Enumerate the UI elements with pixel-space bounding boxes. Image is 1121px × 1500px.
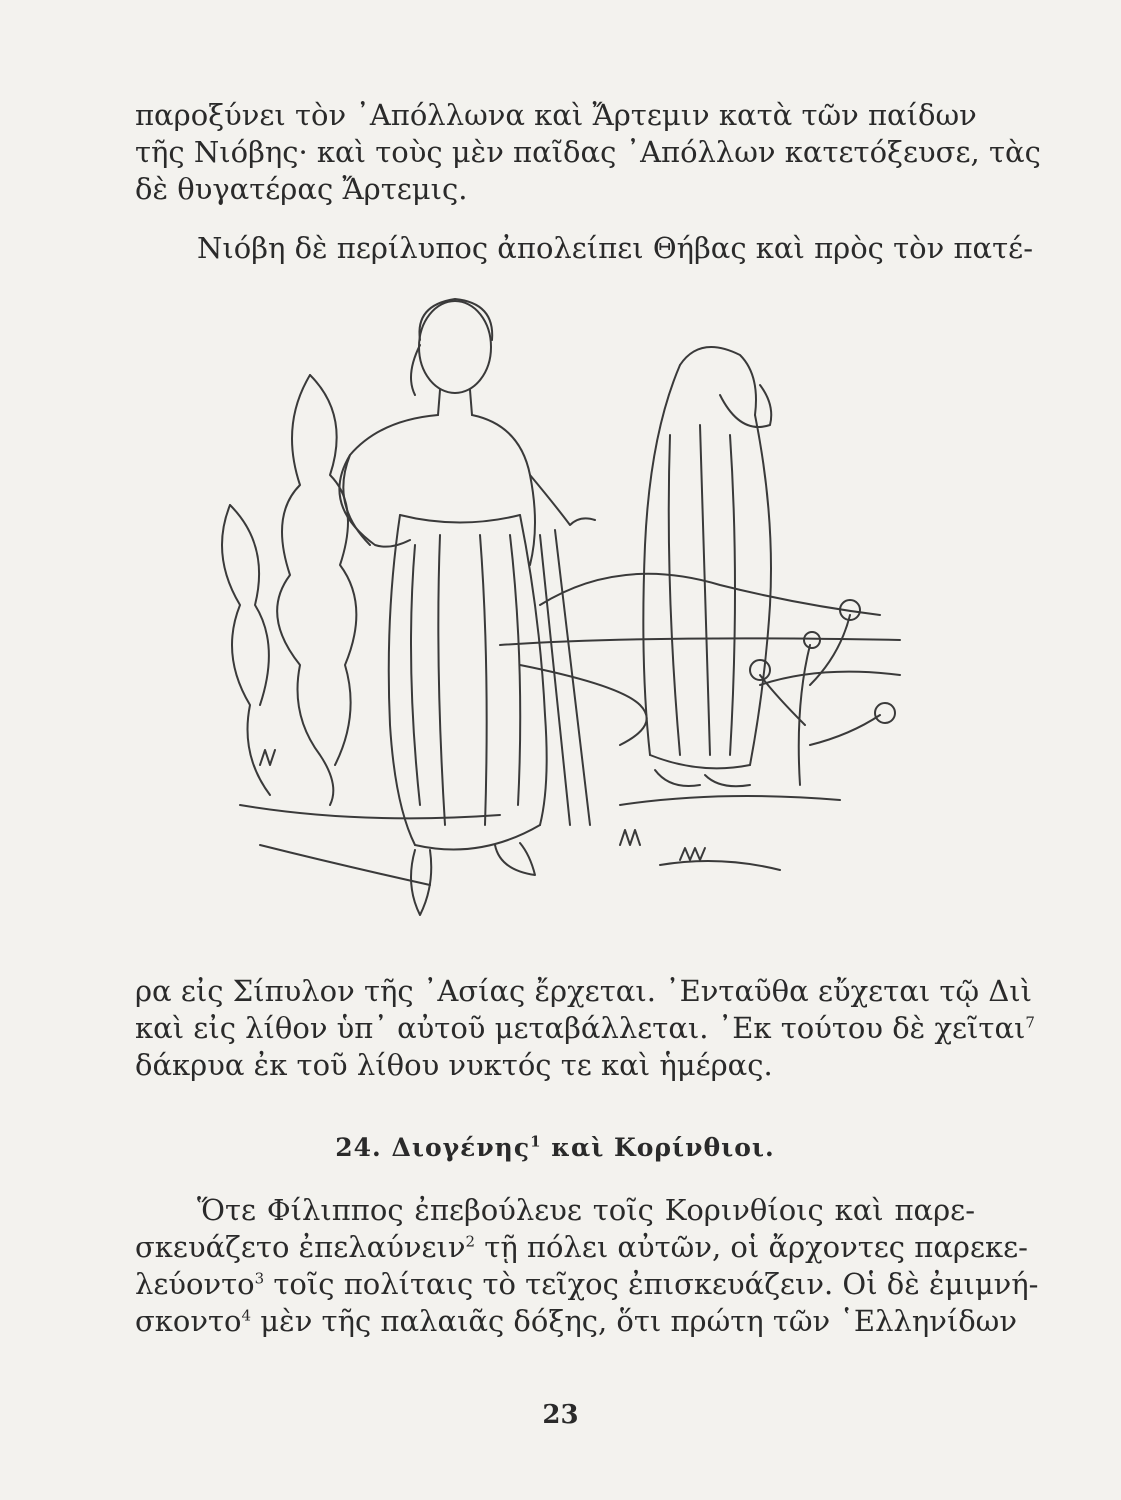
page-number: 23 [542,1400,579,1430]
text-line: τῆς Νιόβης· καὶ τοὺς μὲν παῖδας ᾿Απόλλων κατετόξευσε, τὰς [135,135,1041,169]
woman-arm [339,455,410,547]
text-line: παροξύνει τὸν ᾿Απόλλωνα καὶ Ἄρτεμιν κατὰ τῶν παίδων [135,98,977,132]
text-run: σκευάζετο ἐπελαύνειν [135,1230,466,1264]
bush-leaf [750,660,770,680]
footnote-ref: 2 [465,1232,476,1251]
river-line [520,665,647,745]
robe-fold [510,535,520,805]
woman-staff [540,530,590,825]
text-line: ρα εἰς Σίπυλον τῆς ᾿Ασίας ἔρχεται. ᾿Ενταῦθα εὔχεται τῷ Διὶ [135,974,1033,1008]
veiled-hem [650,755,750,768]
grass-tuft [620,830,640,845]
niobe-illustration [200,285,920,925]
text-line [135,1229,1028,1266]
ground-line [620,796,840,805]
bush-leaf [875,703,895,723]
heading-text: 24. Διογένης [335,1133,531,1162]
tree-left [310,375,356,765]
grass-tuft [260,750,275,765]
woman-hair [419,299,492,340]
text-line: δὲ θυγατέρας Ἄρτεμις. [135,172,468,206]
robe-fold [411,545,420,805]
robe-fold [730,435,735,755]
text-line: Ὅτε Φίλιππος ἐπεβούλευε τοῖς Κορινθίοις καὶ παρε- [197,1193,975,1227]
text-run: τῇ πόλει αὐτῶν, οἱ ἄρχοντες παρεκε- [475,1230,1028,1264]
text-line: δάκρυα ἐκ τοῦ λίθου νυκτός τε καὶ ἡμέρας. [135,1048,773,1082]
text-line [135,1266,1039,1303]
footnote-ref: 1 [530,1132,542,1151]
heading-text: καὶ Κορίνθιοι. [541,1133,775,1162]
river-line [760,672,900,685]
woman-foot [495,843,535,875]
woman-belt [400,515,520,523]
veiled-robe [750,415,771,765]
footnote-ref: 7 [1025,1013,1035,1032]
text-run: σκοντο [135,1304,242,1338]
footnote-ref: 3 [254,1269,265,1288]
grass-tuft [680,848,705,860]
veiled-arm [720,385,771,427]
woman-arm [530,475,595,525]
text-run: καὶ εἰς λίθον ὑπ᾿ αὐτοῦ μεταβάλλεται. ᾿Εκ τούτου δὲ χεῖται [135,1011,1026,1045]
tree-left [222,505,270,795]
ground-line [660,861,780,870]
robe-fold [480,535,487,825]
text-run: λεύοντο [135,1267,255,1301]
veiled-foot [655,770,750,786]
paragraph-2 [135,230,1033,267]
bush-leaf [804,632,820,648]
text-line: Νιόβη δὲ περίλυπος ἀπολείπει Θήβας καὶ πρὸς τὸν πατέ- [197,231,1033,265]
paragraph-5 [135,1192,1039,1340]
paragraph-3 [135,973,1035,1084]
section-heading [135,1133,975,1162]
text-line [135,1303,1017,1340]
robe-fold [700,425,710,755]
text-run: μὲν τῆς παλαιᾶς δόξης, ὅτι πρώτη τῶν ῾Ελληνίδων [251,1304,1017,1338]
footnote-ref: 4 [241,1306,252,1325]
hill-line [540,574,880,615]
tree-left [277,375,333,805]
robe-fold [669,435,680,755]
ground-line [260,845,430,885]
paragraph-1 [135,97,1041,208]
woman-head [419,301,491,393]
text-run: τοῖς πολίταις τὸ τεῖχος ἐπισκευάζειν. Οἱ δὲ ἐμιμνή- [264,1267,1039,1301]
text-line [135,1010,1035,1047]
robe-fold [438,535,445,825]
veiled-head [680,347,756,415]
ground-line [240,805,500,818]
